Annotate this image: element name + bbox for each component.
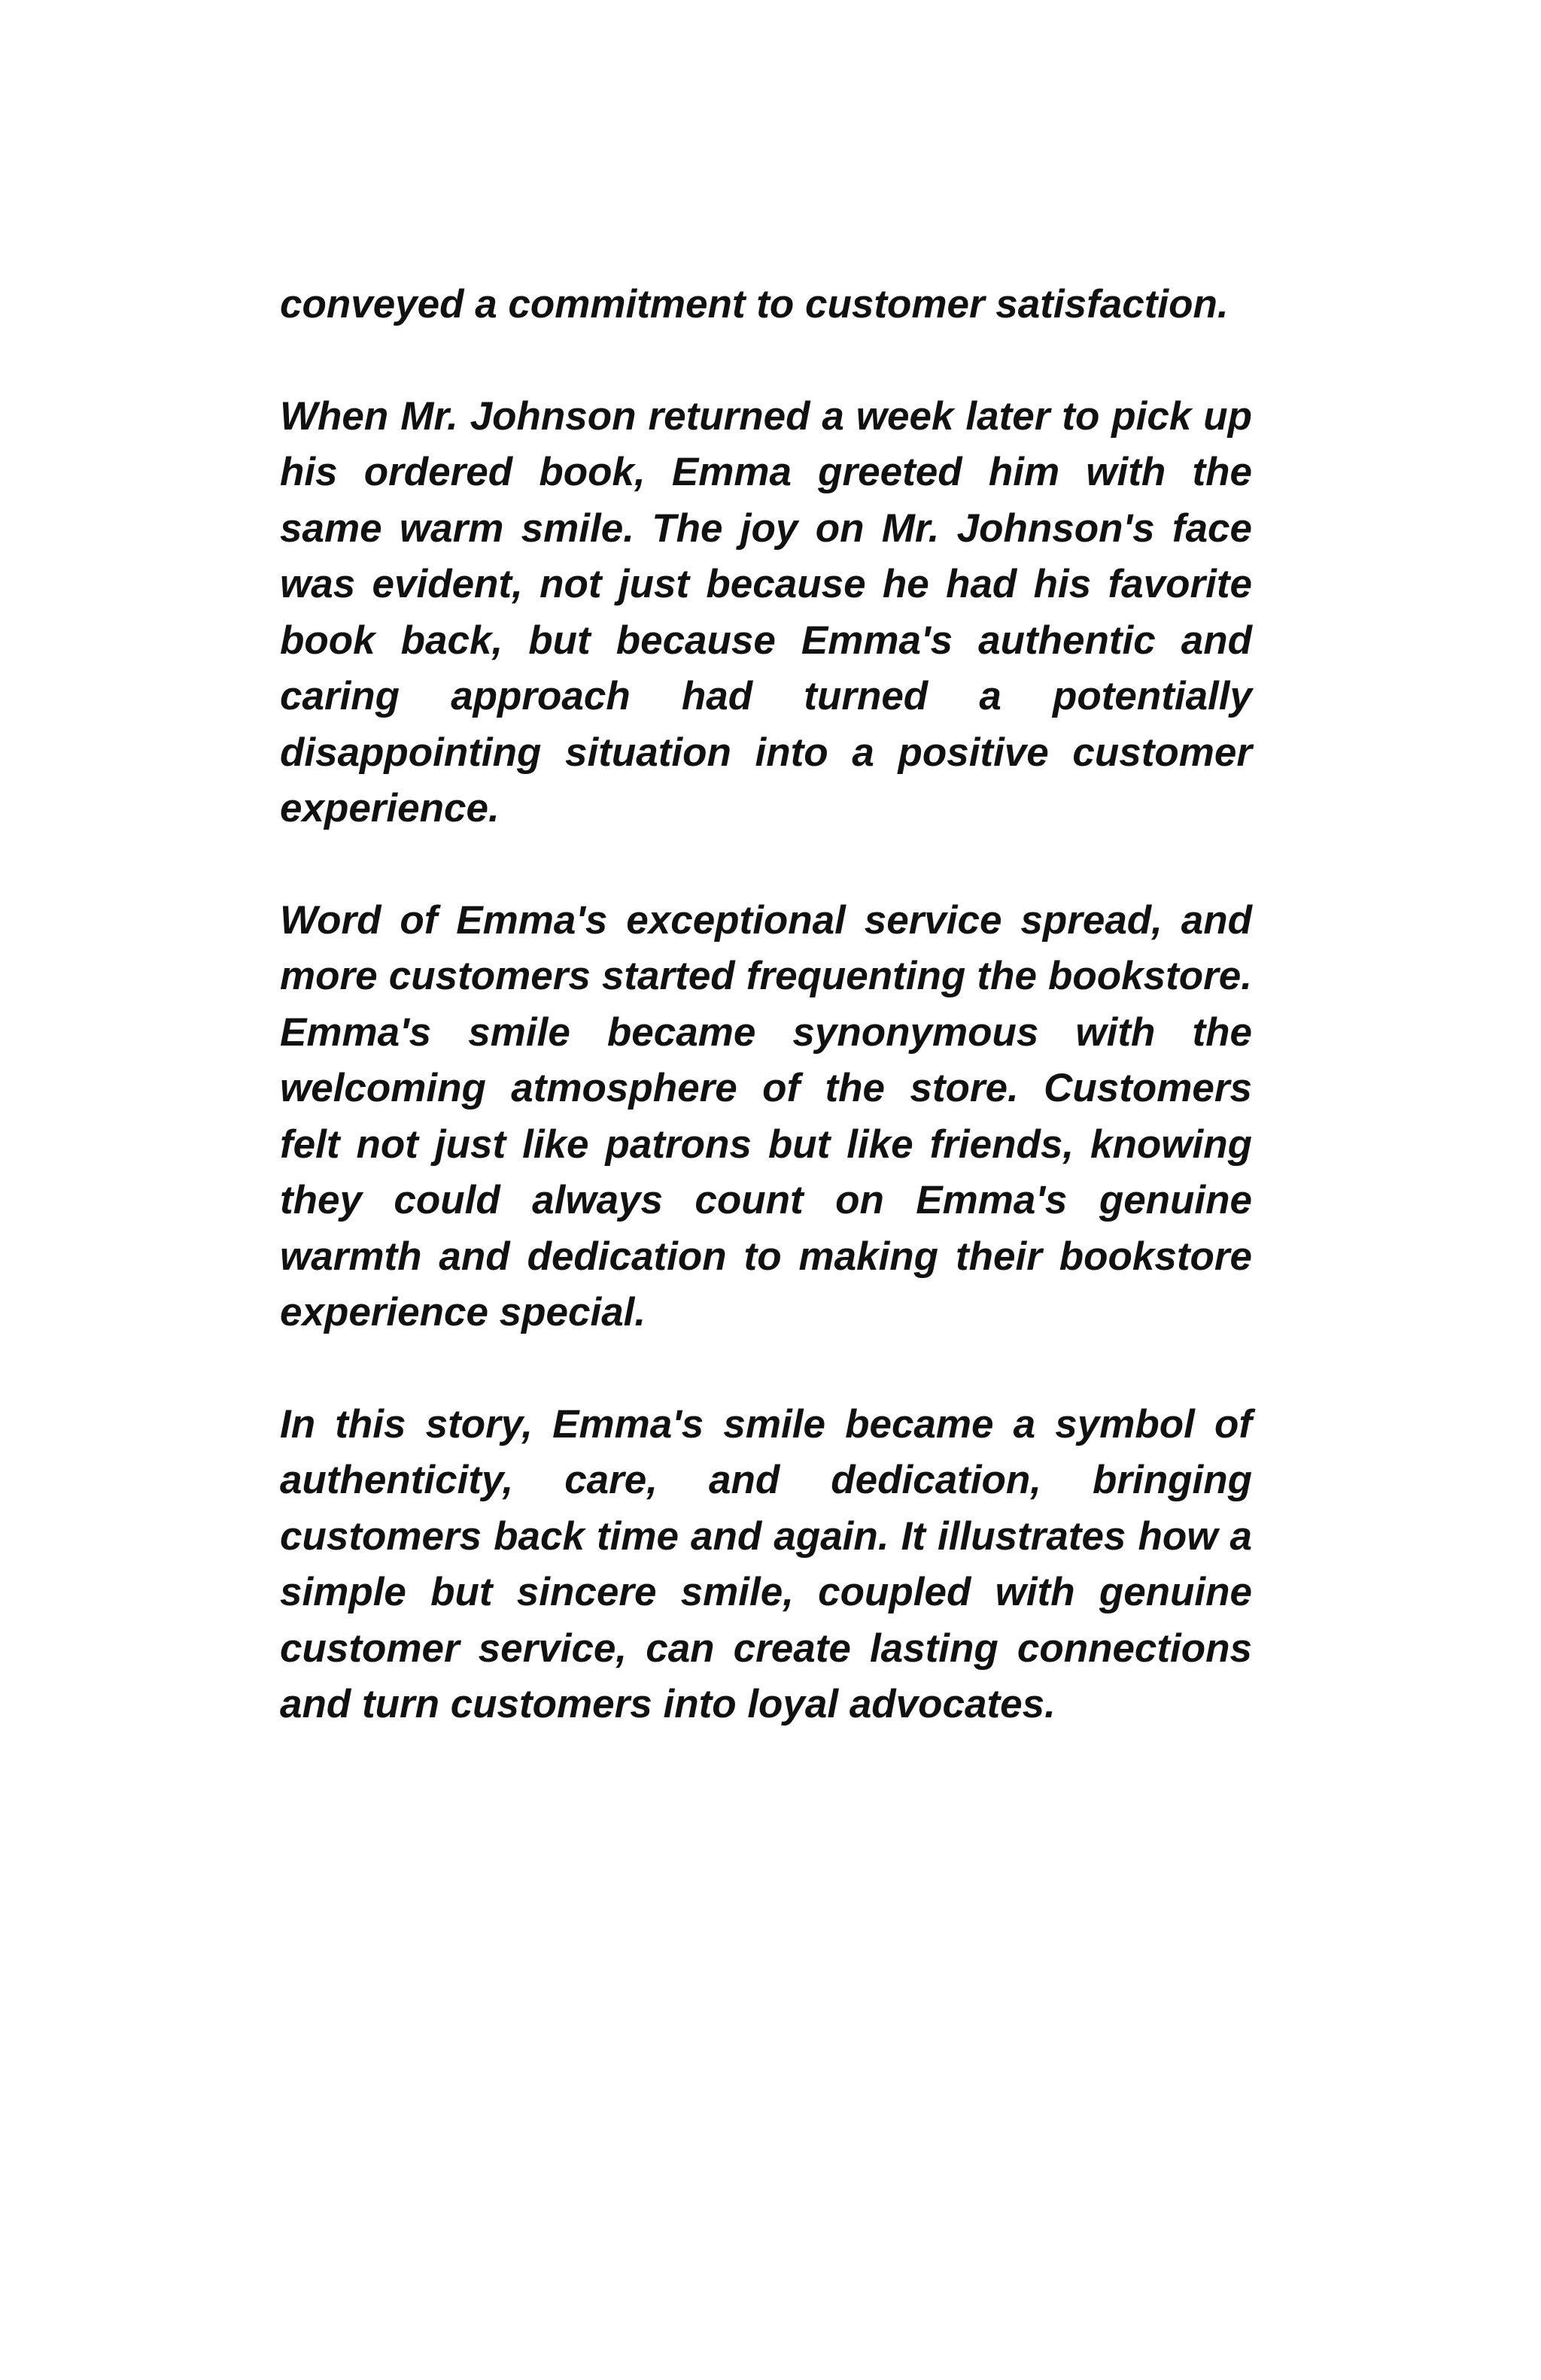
text-column (280, 277, 1252, 1789)
paragraph-4: In this story, Emma's smile became a symbol of authenticity, care, and dedication, bringing customers back time and again. It illustrates how a simple but sincere smile, coupled with genuine customer service, can create lasting connections and turn customers into loyal advocates. (280, 1401, 1252, 1726)
paragraph-2: When Mr. Johnson returned a week later to pick up his ordered book, Emma greeted him with the same warm smile. The joy on Mr. Johnson's face was evident, not just because he had his favorite book back, but because Emma's authentic and caring approach had turned a potentially disappointing situation into a positive customer experience. (280, 393, 1252, 830)
paragraph-3: Word of Emma's exceptional service spread, and more customers started frequenting the bookstore. Emma's smile became synonymous with the welcoming atmosphere of the store. Customers felt not just like patrons but like friends, knowing they could always count on Emma's genuine warmth and dedication to making their bookstore experience special. (280, 897, 1252, 1334)
paragraph-1: conveyed a commitment to customer satisfaction. (280, 282, 1229, 326)
